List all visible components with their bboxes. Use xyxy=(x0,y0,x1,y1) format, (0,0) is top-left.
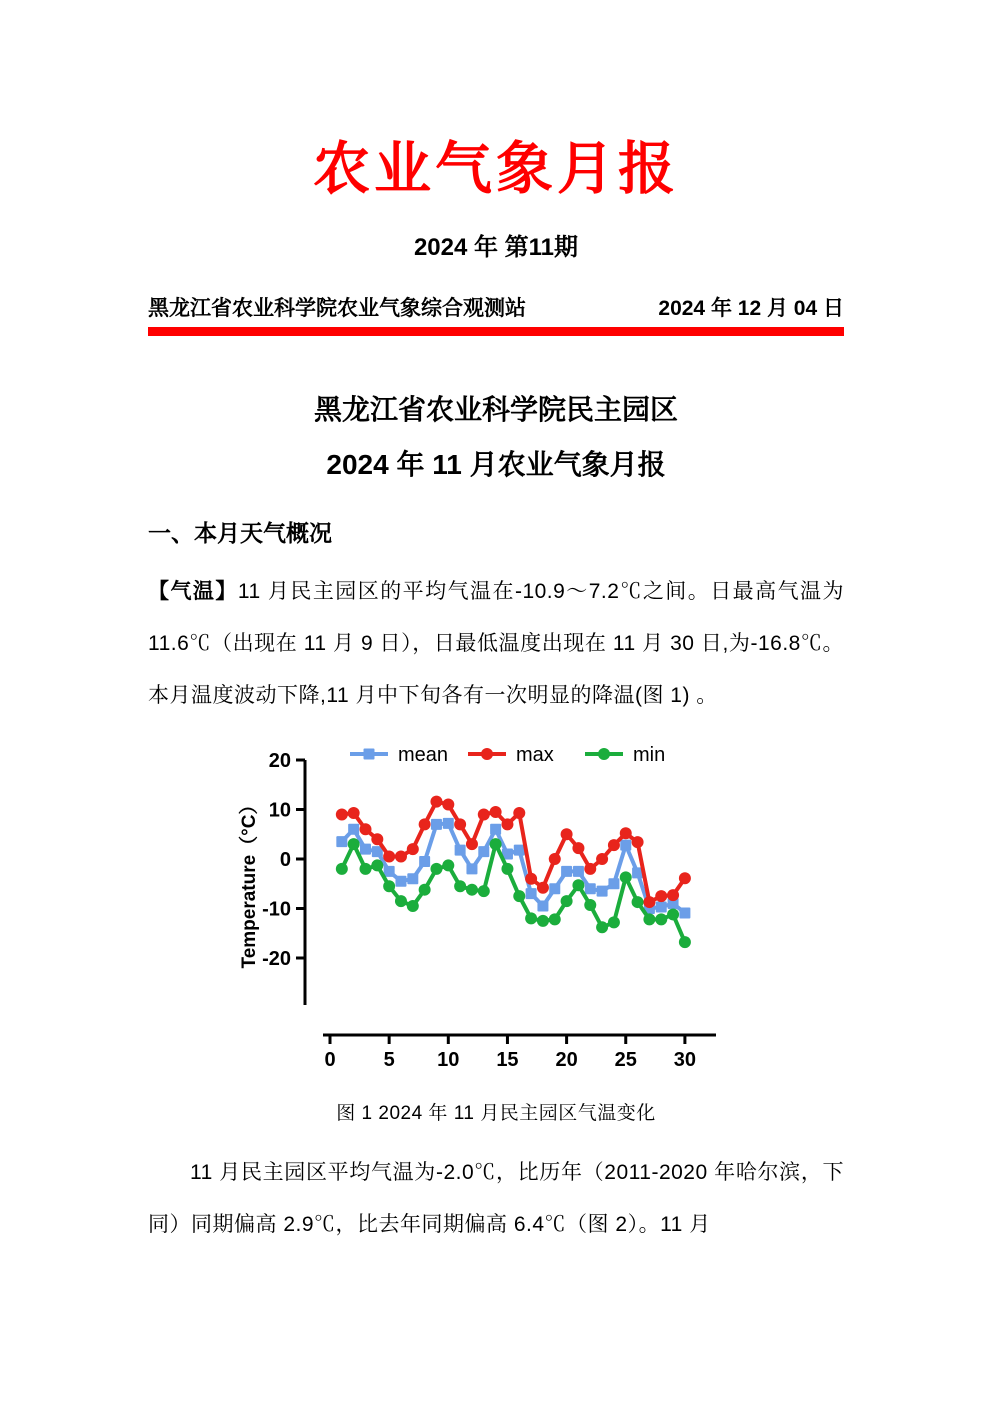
y-tick-label: -10 xyxy=(262,898,291,921)
data-point-circle xyxy=(478,886,490,898)
data-point-circle xyxy=(620,828,632,840)
legend-label-max: max xyxy=(516,744,554,767)
y-tick-label: -20 xyxy=(262,948,291,971)
data-point-circle xyxy=(596,853,608,865)
report-subtitle-line2: 2024 年 11 月农业气象月报 xyxy=(326,449,666,481)
data-point-circle xyxy=(608,917,620,929)
data-point-square xyxy=(561,866,572,877)
data-point-circle xyxy=(442,799,454,811)
x-tick-label: 15 xyxy=(496,1049,519,1072)
figure1 xyxy=(148,732,844,1125)
data-point-square xyxy=(360,844,371,855)
data-point-circle xyxy=(359,863,371,875)
data-point-circle xyxy=(359,824,371,836)
data-point-square xyxy=(620,840,631,851)
data-point-circle xyxy=(395,851,407,863)
data-point-circle xyxy=(572,880,584,892)
data-point-square xyxy=(549,884,560,895)
temperature-paragraph xyxy=(148,566,844,722)
data-point-circle xyxy=(632,896,644,908)
data-point-circle xyxy=(655,891,667,903)
figure1-caption: 图 1 2024 年 11 月民主园区气温变化 xyxy=(336,1103,656,1125)
data-point-square xyxy=(608,879,619,890)
data-point-circle xyxy=(572,843,584,855)
report-subtitle-line1: 黑龙江省农业科学院民主园区 xyxy=(313,394,678,426)
data-point-square xyxy=(443,818,454,829)
data-point-circle xyxy=(371,834,383,846)
data-point-square xyxy=(419,856,430,867)
data-point-circle xyxy=(620,872,632,884)
x-tick-label: 10 xyxy=(437,1049,460,1072)
data-point-circle xyxy=(584,899,596,911)
data-point-square xyxy=(466,864,477,875)
legend-label-mean: mean xyxy=(398,744,449,767)
data-point-circle xyxy=(490,806,502,818)
data-point-circle xyxy=(561,895,573,907)
x-tick-label: 30 xyxy=(673,1049,697,1072)
data-point-circle xyxy=(419,819,431,831)
data-point-circle xyxy=(679,937,691,949)
data-point-circle xyxy=(608,840,620,852)
data-point-circle xyxy=(371,860,383,872)
data-point-circle xyxy=(383,881,395,893)
data-point-circle xyxy=(466,884,478,896)
data-point-circle xyxy=(501,819,513,831)
data-point-circle xyxy=(632,837,644,849)
data-point-circle xyxy=(419,884,431,896)
monthly-mean-paragraph: 11 月民主园区平均气温为-2.0℃，比历年（2011-2020 年哈尔滨，下同）同期偏高 2.9℃，比去年同期偏高 6.4℃（图 2）。11 月 xyxy=(148,1161,844,1237)
header-divider xyxy=(148,327,844,336)
data-point-circle xyxy=(454,881,466,893)
temperature-chart xyxy=(235,732,735,1082)
header-meta-row xyxy=(148,292,844,322)
data-point-circle xyxy=(513,807,525,819)
data-point-square xyxy=(348,824,359,835)
data-point-circle xyxy=(348,807,360,819)
x-tick-label: 5 xyxy=(383,1049,395,1072)
data-point-square xyxy=(514,845,525,856)
data-point-square xyxy=(384,866,395,877)
y-tick-label: 20 xyxy=(268,750,291,773)
data-point-circle xyxy=(490,839,502,851)
data-point-circle xyxy=(407,900,419,912)
data-point-square xyxy=(455,845,466,856)
data-point-circle xyxy=(679,873,691,885)
data-point-circle xyxy=(336,809,348,821)
data-point-square xyxy=(597,886,608,897)
data-point-circle xyxy=(537,882,549,894)
data-point-circle xyxy=(584,863,596,875)
data-point-square xyxy=(364,749,375,760)
data-point-circle xyxy=(430,863,442,875)
data-point-circle xyxy=(643,896,655,908)
data-point-circle xyxy=(667,890,679,902)
data-point-circle xyxy=(383,851,395,863)
data-point-circle xyxy=(655,914,667,926)
data-point-circle xyxy=(481,748,493,760)
data-point-square xyxy=(537,901,548,912)
y-tick-label: 10 xyxy=(268,799,291,822)
issue-line: 2024 年 第11期 xyxy=(413,234,579,262)
data-point-circle xyxy=(667,909,679,921)
temperature-line-chart xyxy=(235,732,735,1077)
y-axis-title: Temperature（°C） xyxy=(239,795,260,969)
data-point-circle xyxy=(513,891,525,903)
temperature-paragraph-text: 11 月民主园区的平均气温在-10.9～7.2℃之间。日最高气温为 11.6℃（出现在 11 月 9 日），日最低温度出现在 11 月 30 日,为-16.8℃。本月温度波动下降,11 月中下旬各有一次明显的降温(图 1) 。 xyxy=(148,580,844,708)
data-point-circle xyxy=(442,860,454,872)
data-point-square xyxy=(336,837,347,848)
data-point-square xyxy=(573,866,584,877)
x-tick-label: 20 xyxy=(555,1049,578,1072)
data-point-circle xyxy=(598,748,610,760)
data-point-circle xyxy=(549,853,561,865)
data-point-circle xyxy=(395,895,407,907)
data-point-square xyxy=(478,846,489,857)
data-point-circle xyxy=(430,796,442,808)
data-point-circle xyxy=(549,914,561,926)
data-point-circle xyxy=(454,819,466,831)
data-point-circle xyxy=(336,863,348,875)
data-point-square xyxy=(407,874,418,885)
data-point-square xyxy=(679,908,690,919)
data-point-square xyxy=(490,824,501,835)
x-tick-label: 25 xyxy=(614,1049,637,1072)
data-point-circle xyxy=(466,839,478,851)
report-title: 农业气象月报 xyxy=(313,137,679,201)
report-date: 2024 年 12 月 04 日 xyxy=(658,297,844,321)
x-tick-label: 0 xyxy=(324,1049,336,1072)
temperature-paragraph-label: 【气温】 xyxy=(148,580,238,604)
data-point-circle xyxy=(537,915,549,927)
data-point-square xyxy=(526,889,537,900)
data-point-circle xyxy=(348,839,360,851)
data-point-circle xyxy=(478,809,490,821)
data-point-square xyxy=(395,876,406,887)
data-point-circle xyxy=(596,922,608,934)
section-title-weather-overview: 一、本月天气概况 xyxy=(148,520,332,547)
legend-label-min: min xyxy=(633,744,666,767)
data-point-circle xyxy=(525,913,537,925)
data-point-circle xyxy=(643,914,655,926)
data-point-circle xyxy=(561,829,573,841)
data-point-circle xyxy=(407,843,419,855)
data-point-square xyxy=(585,884,596,895)
data-point-circle xyxy=(501,863,513,875)
y-tick-label: 0 xyxy=(279,849,291,872)
data-point-circle xyxy=(525,873,537,885)
organization-name: 黑龙江省农业科学院农业气象综合观测站 xyxy=(148,297,526,321)
data-point-square xyxy=(431,819,442,830)
data-point-square xyxy=(656,902,667,913)
